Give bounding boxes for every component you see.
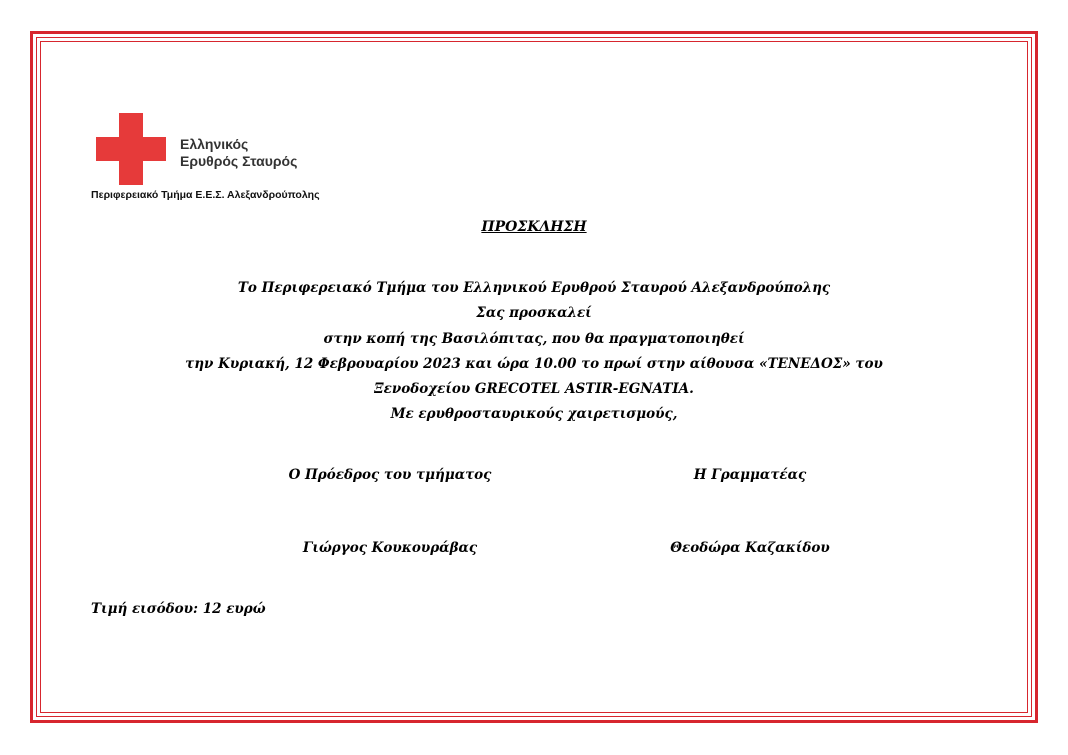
- invitation-line: στην κοπή της Βασιλόπιτας, που θα πραγματοποιηθεί: [323, 330, 745, 347]
- invitation-body: [100, 276, 968, 428]
- organization-name-line2: Ερυθρός Σταυρός: [180, 153, 298, 169]
- invitation-line: Το Περιφερειακό Τμήμα του Ελληνικού Ερυθρού Σταυρού Αλεξανδρούπολης: [237, 280, 831, 296]
- secretary-role: Η Γραμματέας: [693, 467, 807, 483]
- invitation-line: Σας προσκαλεί: [476, 305, 592, 322]
- organization-name: [180, 136, 297, 170]
- president-name: Γιώργος Κουκουράβας: [302, 540, 478, 556]
- invitation-line: την Κυριακή, 12 Φεβρουαρίου 2023 και ώρα 10.00 το πρωί στην αίθουσα «ΤΕΝΕΔΟΣ» του: [185, 355, 883, 372]
- president-role: Ο Πρόεδρος του τμήματος: [288, 467, 492, 483]
- entry-price: Τιμή εισόδου: 12 ευρώ: [91, 601, 266, 617]
- invitation-line: Ξενοδοχείου GRECOTEL ASTIR-EGNATIA.: [374, 381, 694, 398]
- secretary-name: Θεοδώρα Καζακίδου: [670, 540, 830, 556]
- invitation-title: ΠΡΟΣΚΛΗΣΗ: [481, 219, 587, 235]
- invitation-line: Με ερυθροσταυρικούς χαιρετισμούς,: [390, 406, 678, 423]
- organization-name-line1: Ελληνικός: [180, 136, 249, 152]
- red-cross-icon: [96, 113, 166, 185]
- branch-name: Περιφερειακό Τμήμα Ε.Ε.Σ. Αλεξανδρούπολης: [91, 189, 320, 201]
